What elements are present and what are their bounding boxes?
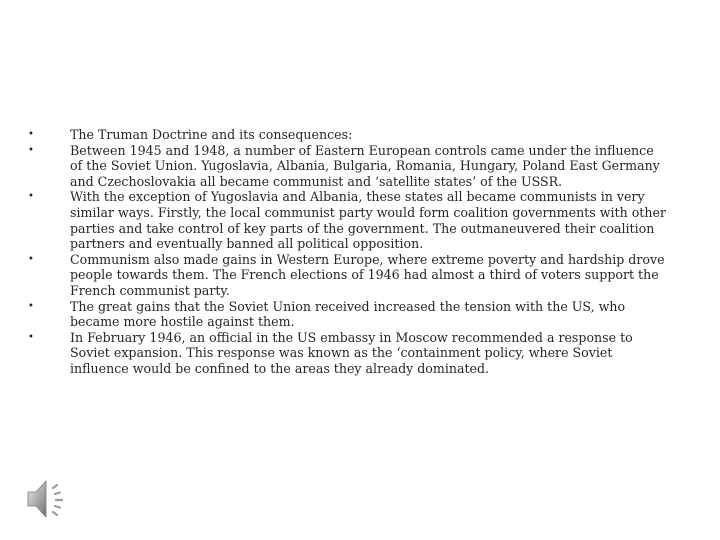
- bullet-list: [28, 127, 668, 377]
- bullet-item: • In February 1946, an official in the US embassy in Moscow recommended a response to Soviet expansion. This response was known as the ‘containment policy, where Soviet influence would be confined to the areas they already dominated.: [28, 330, 668, 377]
- bullet-item: • The Truman Doctrine and its consequences:: [28, 127, 668, 143]
- speaker-icon[interactable]: [26, 476, 74, 522]
- bullet-item: • Communism also made gains in Western Europe, where extreme poverty and hardship drove people towards them. The French elections of 1946 had almost a third of voters support the French communist party.: [28, 252, 668, 299]
- bullet-item: • Between 1945 and 1948, a number of Eastern European controls came under the influence of the Soviet Union. Yugoslavia, Albania, Bulgaria, Romania, Hungary, Poland East Germany and Czechoslovakia all became communist and ‘satellite states’ of the USSR.: [28, 143, 668, 190]
- bullet-item: • With the exception of Yugoslavia and Albania, these states all became communists in very similar ways. Firstly, the local communist party would form coalition governments with other parties and take control of key parts of the government. The outmaneuvered their coalition partners and eventually banned all political opposition.: [28, 189, 668, 251]
- bullet-item: • The great gains that the Soviet Union received increased the tension with the US, who became more hostile against them.: [28, 299, 668, 330]
